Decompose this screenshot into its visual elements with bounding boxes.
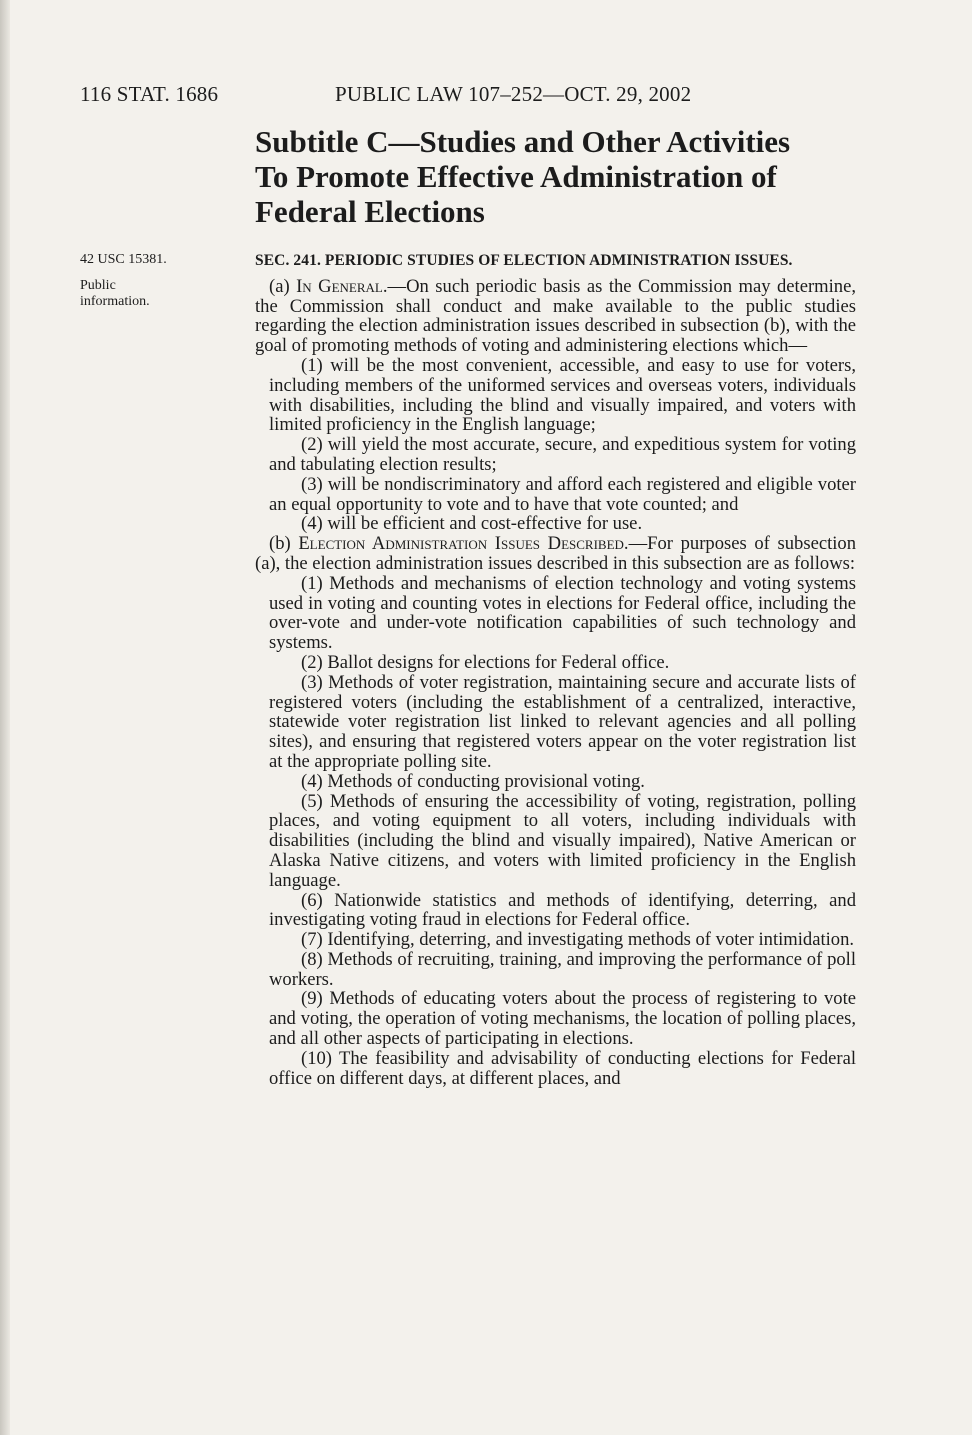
subtitle-line-1: Subtitle C—Studies and Other Activities bbox=[255, 124, 791, 159]
subsection-a-item-4: (4) will be efficient and cost-effective for use. bbox=[301, 513, 643, 535]
usc-citation: 42 USC 15381. bbox=[80, 252, 167, 267]
subsection-b-item-1: (1) Methods and mechanisms of election technology and voting systems used in voting and counting votes in elections for Federal office, including the over-vote and under-vote notification capabilities of such technology and systems. bbox=[269, 572, 856, 654]
section-body bbox=[255, 251, 856, 1088]
law-and-date: PUBLIC LAW 107–252—OCT. 29, 2002 bbox=[335, 82, 692, 106]
subsection-a-item-1: (1) will be the most convenient, accessible, and easy to use for voters, including members of the uniformed services and overseas voters, individuals with disabilities, including the blind and visually impaired, and voters with limited proficiency in the English language; bbox=[269, 354, 856, 436]
page-spine-shadow bbox=[0, 0, 10, 1435]
subtitle-heading bbox=[255, 124, 875, 229]
subsection-b-item-10: (10) The feasibility and advisability of conducting elections for Federal office on different days, at different places, and bbox=[269, 1047, 856, 1089]
subsection-b-item-4: (4) Methods of conducting provisional voting. bbox=[301, 770, 645, 792]
margin-note-information: information. bbox=[80, 294, 150, 309]
subsection-b-text: .—For purposes of subsection (a), the election administration issues described in this subsection are as follows: bbox=[255, 533, 856, 574]
subsection-b-item-8: (8) Methods of recruiting, training, and improving the performance of poll workers. bbox=[269, 948, 856, 990]
subsection-b-label: (b) bbox=[269, 533, 299, 555]
subsection-a bbox=[255, 277, 856, 356]
subsection-b-item-7: (7) Identifying, deterring, and investigating methods of voter intimidation. bbox=[301, 929, 855, 951]
margin-note-public: Public bbox=[80, 278, 116, 293]
margin-notes bbox=[80, 252, 200, 310]
subtitle-line-2: To Promote Effective Administration of bbox=[255, 159, 777, 194]
subsection-b-item-3: (3) Methods of voter registration, maintaining secure and accurate lists of registered voters (including the establishment of a centralized, interactive, statewide voter registration list linked to relevant agencies and all polling sites), and ensuring that registered voters appear on the voter registration list at the appropriate polling site. bbox=[269, 671, 856, 772]
subsection-b-item-6: (6) Nationwide statistics and methods of identifying, deterring, and investigating voting fraud in elections for Federal office. bbox=[269, 889, 856, 931]
subsection-b-item-5: (5) Methods of ensuring the accessibility of voting, registration, polling places, and voting equipment to all voters, including individuals with disabilities (including the blind and visually impaired), Native American or Alaska Native citizens, and voters with limited proficiency in the English language. bbox=[269, 790, 856, 891]
section-heading: SEC. 241. PERIODIC STUDIES OF ELECTION ADMINISTRATION ISSUES. bbox=[255, 252, 793, 269]
subsection-a-text: .—On such periodic basis as the Commission may determine, the Commission shall conduct and make available to the public studies regarding the election administration issues described in subsection (b), with the goal of promoting methods of voting and administering elections which— bbox=[255, 275, 856, 357]
subsection-b-item-2: (2) Ballot designs for elections for Federal office. bbox=[301, 651, 670, 673]
subsection-a-item-2: (2) will yield the most accurate, secure, and expeditious system for voting and tabulating election results; bbox=[269, 434, 856, 475]
subsection-a-item-3: (3) will be nondiscriminatory and afford each registered and eligible voter an equal opportunity to vote and to have that vote counted; and bbox=[269, 473, 856, 515]
subsection-a-label: (a) bbox=[269, 275, 297, 297]
page-folio: 116 STAT. 1686 bbox=[80, 82, 219, 106]
subsection-b bbox=[255, 534, 856, 574]
subsection-b-item-9: (9) Methods of educating voters about the process of registering to vote and voting, the operation of voting mechanisms, the location of polling places, and all other aspects of participating in elections. bbox=[269, 988, 856, 1050]
subsection-a-caption: In General bbox=[296, 275, 383, 297]
subsection-b-caption: Election Administration Issues Described bbox=[298, 533, 624, 555]
subtitle-line-3: Federal Elections bbox=[255, 194, 485, 229]
